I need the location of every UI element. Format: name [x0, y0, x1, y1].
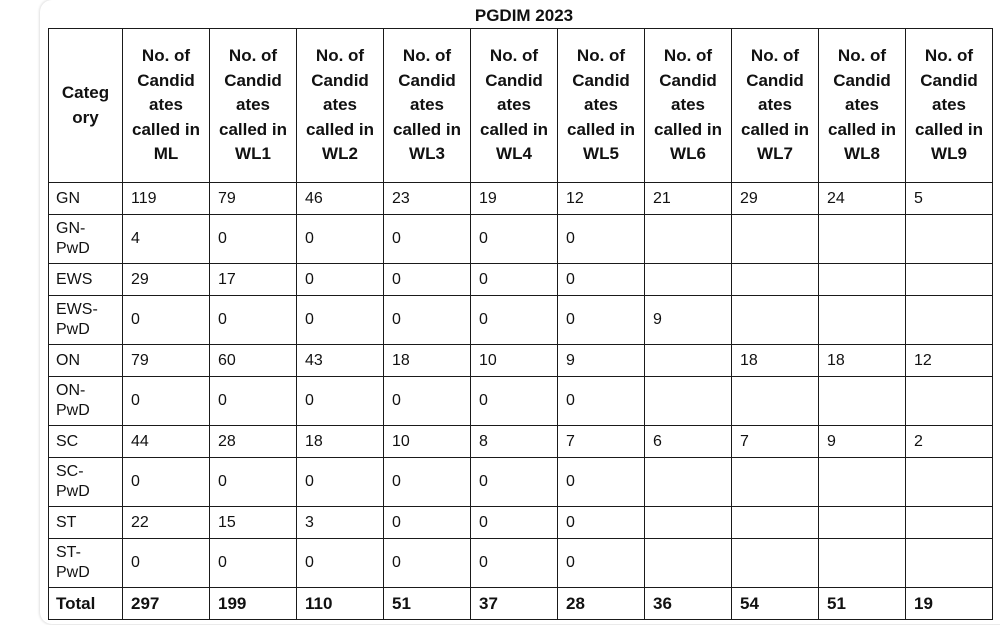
table-body [49, 183, 993, 620]
row-value: 0 [210, 215, 297, 264]
table-row [49, 539, 993, 588]
header-wl8: No. of Candid ates called in WL8 [819, 29, 906, 183]
row-value [819, 377, 906, 426]
row-value: 8 [471, 426, 558, 458]
row-value: 0 [297, 215, 384, 264]
table-row [49, 183, 993, 215]
row-value: 15 [210, 507, 297, 539]
row-value: 0 [558, 296, 645, 345]
header-row [49, 29, 993, 183]
total-value: 110 [297, 588, 384, 620]
row-value: 0 [210, 539, 297, 588]
row-value: 0 [384, 507, 471, 539]
row-value: 4 [123, 215, 210, 264]
row-value: 0 [558, 458, 645, 507]
row-value [906, 377, 993, 426]
row-value: 12 [906, 345, 993, 377]
row-value [906, 539, 993, 588]
row-category: GN- PwD [49, 215, 123, 264]
table-row [49, 215, 993, 264]
table-row [49, 377, 993, 426]
row-value: 0 [471, 264, 558, 296]
row-value: 0 [384, 377, 471, 426]
table-row [49, 345, 993, 377]
row-value: 21 [645, 183, 732, 215]
table-row [49, 264, 993, 296]
row-value: 0 [297, 458, 384, 507]
row-category: ON [49, 345, 123, 377]
header-wl5: No. of Candid ates called in WL5 [558, 29, 645, 183]
header-wl3: No. of Candid ates called in WL3 [384, 29, 471, 183]
table-row [49, 507, 993, 539]
row-value: 12 [558, 183, 645, 215]
row-value [645, 215, 732, 264]
row-value: 119 [123, 183, 210, 215]
row-category: EWS- PwD [49, 296, 123, 345]
row-value [732, 296, 819, 345]
row-value: 0 [384, 264, 471, 296]
total-value: 199 [210, 588, 297, 620]
total-value: 51 [384, 588, 471, 620]
row-value: 9 [819, 426, 906, 458]
row-value: 43 [297, 345, 384, 377]
row-value: 7 [732, 426, 819, 458]
row-category: ON- PwD [49, 377, 123, 426]
row-value: 0 [210, 458, 297, 507]
row-category: GN [49, 183, 123, 215]
row-value [906, 215, 993, 264]
row-value: 79 [210, 183, 297, 215]
row-value [906, 264, 993, 296]
row-value: 22 [123, 507, 210, 539]
row-value: 18 [732, 345, 819, 377]
row-value [819, 296, 906, 345]
row-value [819, 458, 906, 507]
row-value: 0 [297, 539, 384, 588]
row-value [732, 458, 819, 507]
results-table [48, 28, 993, 620]
row-value: 0 [471, 296, 558, 345]
row-value [732, 377, 819, 426]
row-value: 0 [558, 507, 645, 539]
row-value: 9 [645, 296, 732, 345]
row-value: 0 [558, 539, 645, 588]
row-value: 2 [906, 426, 993, 458]
row-value [906, 507, 993, 539]
row-value: 0 [123, 377, 210, 426]
row-value: 0 [210, 377, 297, 426]
row-value: 29 [123, 264, 210, 296]
row-value: 0 [471, 507, 558, 539]
row-value [732, 507, 819, 539]
row-value: 17 [210, 264, 297, 296]
row-value: 29 [732, 183, 819, 215]
row-value: 0 [471, 377, 558, 426]
header-wl4: No. of Candid ates called in WL4 [471, 29, 558, 183]
row-value: 0 [123, 296, 210, 345]
total-value: 51 [819, 588, 906, 620]
row-value: 0 [471, 215, 558, 264]
row-value [645, 264, 732, 296]
header-wl2: No. of Candid ates called in WL2 [297, 29, 384, 183]
total-label: Total [49, 588, 123, 620]
header-ml: No. of Candid ates called in ML [123, 29, 210, 183]
row-value: 0 [384, 296, 471, 345]
row-value: 0 [297, 264, 384, 296]
row-value [819, 507, 906, 539]
header-wl1: No. of Candid ates called in WL1 [210, 29, 297, 183]
row-value: 0 [384, 458, 471, 507]
row-value [819, 215, 906, 264]
row-value: 0 [471, 458, 558, 507]
row-value: 24 [819, 183, 906, 215]
row-value: 18 [297, 426, 384, 458]
row-value: 0 [471, 539, 558, 588]
row-value [732, 264, 819, 296]
row-value: 19 [471, 183, 558, 215]
row-value: 0 [558, 377, 645, 426]
total-value: 36 [645, 588, 732, 620]
row-value: 23 [384, 183, 471, 215]
row-value: 28 [210, 426, 297, 458]
row-value: 79 [123, 345, 210, 377]
row-value: 0 [384, 539, 471, 588]
table-row [49, 458, 993, 507]
row-value: 0 [558, 215, 645, 264]
row-value: 60 [210, 345, 297, 377]
row-value [819, 539, 906, 588]
table-row [49, 296, 993, 345]
header-wl6: No. of Candid ates called in WL6 [645, 29, 732, 183]
row-value: 0 [384, 215, 471, 264]
row-category: ST- PwD [49, 539, 123, 588]
row-value [819, 264, 906, 296]
row-value: 10 [384, 426, 471, 458]
table-title: PGDIM 2023 [474, 6, 574, 25]
row-value: 0 [297, 377, 384, 426]
row-value [906, 296, 993, 345]
header-wl9: No. of Candid ates called in WL9 [906, 29, 993, 183]
row-category: SC- PwD [49, 458, 123, 507]
row-value: 18 [819, 345, 906, 377]
row-value: 0 [123, 539, 210, 588]
row-value: 10 [471, 345, 558, 377]
row-category: SC [49, 426, 123, 458]
row-value: 5 [906, 183, 993, 215]
header-category: Categ ory [49, 29, 123, 183]
row-value: 44 [123, 426, 210, 458]
row-value [645, 377, 732, 426]
row-value [645, 458, 732, 507]
row-value: 18 [384, 345, 471, 377]
table-row [49, 426, 993, 458]
row-value [906, 458, 993, 507]
total-value: 37 [471, 588, 558, 620]
row-value: 0 [210, 296, 297, 345]
row-value [732, 215, 819, 264]
total-value: 19 [906, 588, 993, 620]
total-value: 54 [732, 588, 819, 620]
row-value: 9 [558, 345, 645, 377]
row-value [645, 507, 732, 539]
row-value: 0 [297, 296, 384, 345]
row-value: 46 [297, 183, 384, 215]
row-value [645, 345, 732, 377]
row-category: EWS [49, 264, 123, 296]
total-value: 28 [558, 588, 645, 620]
header-wl7: No. of Candid ates called in WL7 [732, 29, 819, 183]
row-value: 7 [558, 426, 645, 458]
row-value: 0 [123, 458, 210, 507]
total-row [49, 588, 993, 620]
row-value [732, 539, 819, 588]
row-value [645, 539, 732, 588]
row-category: ST [49, 507, 123, 539]
row-value: 0 [558, 264, 645, 296]
total-value: 297 [123, 588, 210, 620]
row-value: 3 [297, 507, 384, 539]
row-value: 6 [645, 426, 732, 458]
